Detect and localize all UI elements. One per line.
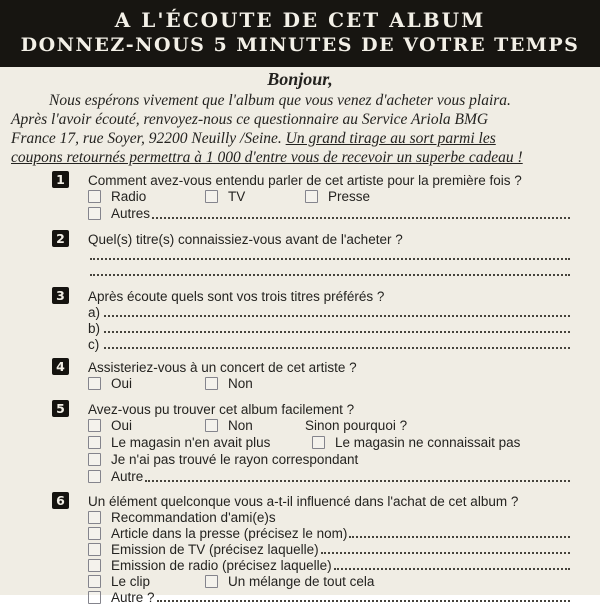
question-3-text: Après écoute quels sont vos trois titres préférés ? [88,289,385,304]
intro-line-3 [11,129,590,148]
option-non-label: Non [228,376,253,391]
emission-tv-answer-line[interactable] [321,552,570,554]
intro-line-3-underlined: Un grand tirage au sort parmi les [285,130,496,147]
question-4-text: Assisteriez-vous à un concert de cet artiste ? [88,360,357,375]
checkbox-clip[interactable] [88,575,101,588]
option-melange[interactable] [205,574,374,589]
option-presse-label: Presse [328,189,371,204]
question-6-row-autre [88,589,570,605]
checkbox-emission-tv[interactable] [88,543,101,556]
checkbox-article[interactable] [88,527,101,540]
option-recommandation[interactable] [88,510,276,525]
checkbox-melange[interactable] [205,575,218,588]
question-5-row-2 [88,434,570,451]
option-oui[interactable] [88,376,205,391]
titre-c-label: c) [88,336,100,352]
checkbox-autre[interactable] [88,591,101,604]
checkbox-radio[interactable] [88,190,101,203]
option-article[interactable] [88,526,347,541]
question-6-row-tv [88,541,570,557]
titre-a-row [88,304,570,320]
answer-line-row [88,263,570,279]
option-emission-radio[interactable] [88,558,332,573]
checkbox-non[interactable] [205,419,218,432]
option-autre-label: Autre ? [111,589,155,605]
autre-answer-line[interactable] [145,480,570,482]
intro-line-3-plain: France 17, rue Soyer, 92200 Neuilly /Seine. [11,130,286,147]
option-rayon-label: Je n'ai pas trouvé le rayon correspondant [111,452,359,467]
option-radio[interactable] [88,189,205,204]
option-clip-label: Le clip [111,573,151,589]
option-article-label: Article dans la presse (précisez le nom) [111,525,348,541]
greeting: Bonjour, [267,69,333,89]
question-6 [0,492,600,605]
question-5-row-4 [88,468,570,485]
intro-line-2: Après l'avoir écouté, renvoyez-nous ce questionnaire au Service Ariola BMG [11,111,489,128]
question-5-text: Avez-vous pu trouver cet album facilement ? [88,402,355,417]
question-4-options-row [88,375,570,392]
checkbox-autres[interactable] [88,207,101,220]
question-2-number-badge: 2 [52,230,69,247]
intro-line-4-underlined: coupons retournés permettra à 1 000 d'entre vous de recevoir un superbe cadeau ! [11,149,523,166]
answer-line-2[interactable] [90,274,570,276]
option-presse[interactable] [305,189,370,204]
option-magasin-plus[interactable] [88,435,312,450]
article-answer-line[interactable] [349,536,570,538]
option-emission-radio-label: Emission de radio (précisez laquelle) [111,557,332,573]
option-emission-tv[interactable] [88,542,319,557]
checkbox-non[interactable] [205,377,218,390]
question-3 [0,287,600,352]
option-radio-label: Radio [111,189,147,204]
checkbox-oui[interactable] [88,377,101,390]
option-emission-tv-label: Emission de TV (précisez laquelle) [111,541,319,557]
option-melange-label: Un mélange de tout cela [228,573,375,589]
question-1-text: Comment avez-vous entendu parler de cet artiste pour la première fois ? [88,173,522,188]
checkbox-rayon[interactable] [88,453,101,466]
question-6-row-radio [88,557,570,573]
option-oui[interactable] [88,418,205,433]
question-6-text: Un élément quelconque vous a-t-il influencé dans l'achat de cet album ? [88,494,519,509]
question-3-number-badge: 3 [52,287,69,304]
option-autre-label: Autre [111,469,144,484]
question-1 [0,171,600,222]
intro-paragraph [11,91,590,167]
question-5-number-badge: 5 [52,400,69,417]
option-recommandation-label: Recommandation d'ami(e)s [111,509,276,525]
option-autre[interactable] [88,469,143,484]
masthead [0,0,600,67]
answer-line-1[interactable] [90,258,570,260]
sinon-pourquoi-label: Sinon pourquoi ? [305,418,408,433]
question-1-options-row [88,188,570,205]
answer-line-row [88,247,570,263]
autres-answer-line[interactable] [152,217,570,219]
option-autres-label: Autres [111,206,151,221]
titre-b-row [88,320,570,336]
question-6-row-article [88,525,570,541]
question-6-row-clip [88,573,570,589]
titre-b-label: b) [88,320,101,336]
checkbox-oui[interactable] [88,419,101,432]
question-5-row-3 [88,451,570,468]
option-rayon[interactable] [88,452,358,467]
question-4 [0,358,600,392]
option-autres-row [88,205,570,222]
titre-a-answer-line[interactable] [104,315,570,317]
option-autres[interactable] [88,206,150,221]
question-2-text: Quel(s) titre(s) connaissiez-vous avant de l'acheter ? [88,232,403,247]
masthead-title-line1: A L'ÉCOUTE DE CET ALBUM [114,8,486,32]
option-clip[interactable] [88,574,205,589]
checkbox-magasin-plus[interactable] [88,436,101,449]
question-6-row-recommandation [88,509,570,525]
checkbox-emission-radio[interactable] [88,559,101,572]
option-tv[interactable] [205,189,305,204]
checkbox-autre[interactable] [88,470,101,483]
titre-a-label: a) [88,304,101,320]
option-oui-label: Oui [111,376,133,391]
question-6-number-badge: 6 [52,492,69,509]
intro-line-1: Nous espérons vivement que l'album que vous venez d'acheter vous plaira. [49,92,511,109]
emission-radio-answer-line[interactable] [334,568,570,570]
question-5 [0,400,600,485]
option-tv-label: TV [228,189,246,204]
autre-answer-line[interactable] [157,600,570,602]
option-magasin-connaissait-label: Le magasin ne connaissait pas [335,435,521,450]
option-non[interactable] [205,418,305,433]
option-non-label: Non [228,418,253,433]
option-autre[interactable] [88,590,155,605]
option-magasin-connaissait[interactable] [312,435,520,450]
checkbox-tv[interactable] [205,190,218,203]
checkbox-magasin-connaissait[interactable] [312,436,325,449]
option-oui-label: Oui [111,418,133,433]
titre-c-answer-line[interactable] [104,347,570,349]
option-magasin-plus-label: Le magasin n'en avait plus [111,435,271,450]
question-5-row-1 [88,417,570,434]
option-non[interactable] [205,376,253,391]
titre-b-answer-line[interactable] [104,331,570,333]
titre-c-row [88,336,570,352]
question-2 [0,230,600,279]
checkbox-recommandation[interactable] [88,511,101,524]
checkbox-presse[interactable] [305,190,318,203]
masthead-title-line2: DONNEZ-NOUS 5 MINUTES DE VOTRE TEMPS [20,34,580,56]
question-4-number-badge: 4 [52,358,69,375]
question-1-number-badge: 1 [52,171,69,188]
